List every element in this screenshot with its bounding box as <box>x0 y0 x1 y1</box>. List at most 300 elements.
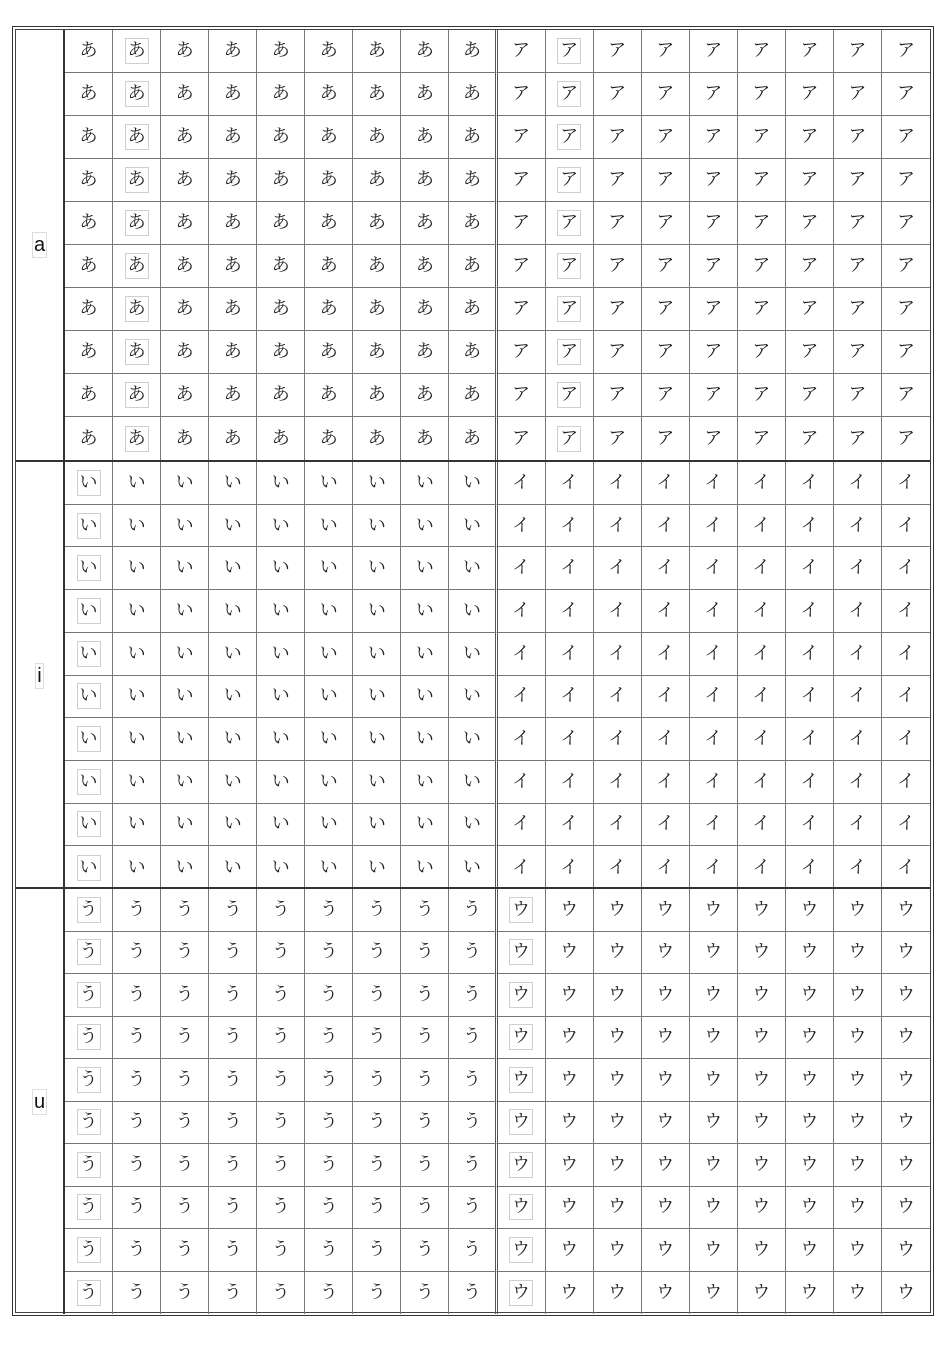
katakana-glyph: ウ <box>560 1281 579 1303</box>
katakana-practice-cell <box>594 374 642 417</box>
katakana-practice-cell <box>498 846 546 889</box>
katakana-glyph: ウ <box>560 1196 579 1218</box>
katakana-practice-cell <box>594 1059 642 1102</box>
hiragana-practice-cell <box>401 1102 449 1145</box>
katakana-glyph: ア <box>512 212 531 233</box>
hiragana-practice-cell <box>161 761 209 804</box>
katakana-practice-cell <box>690 288 738 331</box>
hiragana-glyph: あ <box>79 427 98 449</box>
katakana-practice-cell <box>786 1017 834 1060</box>
hiragana-practice-cell <box>305 1272 353 1315</box>
hiragana-practice-cell <box>65 374 113 417</box>
hiragana-glyph: い <box>223 557 242 579</box>
hiragana-practice-cell <box>65 1017 113 1060</box>
hiragana-glyph: う <box>415 1153 434 1175</box>
hiragana-practice-cell <box>209 30 257 73</box>
katakana-practice-cell <box>498 245 546 288</box>
hiragana-practice-cell <box>209 804 257 847</box>
katakana-practice-cell <box>594 73 642 116</box>
katakana-glyph: イ <box>848 642 867 664</box>
katakana-glyph: ウ <box>608 1196 627 1218</box>
katakana-practice-cell <box>546 932 594 975</box>
practice-grid <box>65 889 930 1314</box>
hiragana-practice-cell <box>161 547 209 590</box>
hiragana-glyph: う <box>319 1153 338 1175</box>
katakana-glyph: ウ <box>608 898 627 920</box>
katakana-practice-cell <box>642 676 690 719</box>
hiragana-glyph: い <box>223 770 242 792</box>
hiragana-glyph: う <box>415 1281 434 1303</box>
hiragana-practice-cell <box>161 590 209 633</box>
katakana-glyph: イ <box>656 471 675 493</box>
hiragana-glyph: う <box>319 1238 338 1260</box>
hiragana-practice-cell <box>161 974 209 1017</box>
hiragana-practice-cell <box>305 73 353 116</box>
hiragana-practice-cell <box>305 1187 353 1230</box>
hiragana-glyph: い <box>77 855 101 881</box>
katakana-practice-cell <box>834 676 882 719</box>
katakana-practice-cell <box>642 974 690 1017</box>
katakana-glyph: ウ <box>560 983 579 1005</box>
hiragana-glyph: い <box>319 856 338 878</box>
kana-block-u <box>16 887 930 1314</box>
katakana-glyph: ウ <box>896 1111 915 1133</box>
katakana-practice-cell <box>834 718 882 761</box>
hiragana-glyph: い <box>271 770 290 792</box>
katakana-glyph: イ <box>896 685 915 707</box>
hiragana-practice-cell <box>401 932 449 975</box>
katakana-glyph: イ <box>848 514 867 536</box>
katakana-practice-cell <box>834 633 882 676</box>
katakana-glyph: ウ <box>608 1068 627 1090</box>
hiragana-glyph: う <box>127 1153 146 1175</box>
hiragana-practice-cell <box>305 505 353 548</box>
hiragana-practice-cell <box>257 288 305 331</box>
hiragana-glyph: い <box>127 471 146 493</box>
hiragana-glyph: い <box>223 728 242 750</box>
hiragana-glyph: う <box>175 898 194 920</box>
hiragana-glyph: う <box>462 1026 481 1048</box>
katakana-practice-cell <box>498 804 546 847</box>
katakana-glyph: ア <box>512 427 531 449</box>
hiragana-practice-cell <box>113 159 161 202</box>
katakana-glyph: ウ <box>656 1111 675 1133</box>
hiragana-practice-cell <box>257 462 305 505</box>
hiragana-practice-cell <box>401 288 449 331</box>
katakana-practice-cell <box>498 633 546 676</box>
hiragana-glyph: い <box>319 813 338 835</box>
hiragana-glyph: あ <box>271 126 290 147</box>
katakana-glyph: イ <box>608 642 627 664</box>
katakana-practice-cell <box>498 30 546 73</box>
katakana-glyph: ア <box>557 38 581 64</box>
hiragana-practice-cell <box>449 633 497 676</box>
hiragana-practice-cell <box>161 331 209 374</box>
hiragana-glyph: あ <box>367 298 386 319</box>
hiragana-practice-cell <box>113 804 161 847</box>
hiragana-glyph: あ <box>223 83 242 104</box>
hiragana-practice-cell <box>65 676 113 719</box>
hiragana-glyph: う <box>77 1194 101 1220</box>
katakana-glyph: ウ <box>608 1281 627 1303</box>
hiragana-glyph: あ <box>79 83 98 104</box>
hiragana-practice-cell <box>353 889 401 932</box>
katakana-practice-cell <box>498 547 546 590</box>
katakana-glyph: ウ <box>560 1153 579 1175</box>
hiragana-practice-cell <box>401 974 449 1017</box>
katakana-glyph: ウ <box>848 1153 867 1175</box>
katakana-glyph: ア <box>608 169 627 190</box>
katakana-glyph: イ <box>560 813 579 835</box>
katakana-glyph: ア <box>608 126 627 147</box>
hiragana-glyph: あ <box>271 212 290 233</box>
katakana-practice-cell <box>498 417 546 460</box>
katakana-practice-cell <box>882 932 930 975</box>
katakana-glyph: ウ <box>704 1238 723 1260</box>
katakana-practice-cell <box>738 462 786 505</box>
katakana-glyph: ウ <box>509 1109 533 1135</box>
katakana-glyph: ウ <box>752 1153 771 1175</box>
hiragana-practice-cell <box>257 676 305 719</box>
hiragana-glyph: い <box>175 685 194 707</box>
katakana-glyph: イ <box>656 599 675 621</box>
katakana-practice-cell <box>594 974 642 1017</box>
katakana-practice-cell <box>498 288 546 331</box>
hiragana-practice-cell <box>401 1017 449 1060</box>
hiragana-glyph: う <box>223 941 242 963</box>
katakana-glyph: ア <box>848 83 867 104</box>
hiragana-practice-cell <box>209 288 257 331</box>
hiragana-glyph: あ <box>271 169 290 190</box>
katakana-practice-cell <box>498 1059 546 1102</box>
hiragana-glyph: い <box>415 770 434 792</box>
hiragana-practice-cell <box>353 202 401 245</box>
katakana-practice-cell <box>594 159 642 202</box>
hiragana-practice-cell <box>209 1187 257 1230</box>
katakana-glyph: ア <box>656 341 675 362</box>
katakana-practice-cell <box>546 1229 594 1272</box>
hiragana-glyph: あ <box>462 169 481 190</box>
katakana-glyph: イ <box>560 514 579 536</box>
hiragana-glyph: あ <box>415 169 434 190</box>
practice-grid <box>65 462 930 889</box>
katakana-glyph: イ <box>896 856 915 878</box>
hiragana-glyph: う <box>367 1068 386 1090</box>
hiragana-glyph: い <box>175 728 194 750</box>
katakana-practice-cell <box>882 505 930 548</box>
hiragana-practice-cell <box>65 846 113 889</box>
hiragana-glyph: い <box>271 471 290 493</box>
katakana-practice-cell <box>882 245 930 288</box>
hiragana-practice-cell <box>113 547 161 590</box>
hiragana-practice-cell <box>161 846 209 889</box>
katakana-glyph: ウ <box>608 1238 627 1260</box>
hiragana-glyph: あ <box>367 212 386 233</box>
hiragana-glyph: あ <box>125 382 149 408</box>
katakana-glyph: ウ <box>848 983 867 1005</box>
katakana-glyph: ア <box>800 126 819 147</box>
katakana-glyph: ア <box>752 298 771 319</box>
hiragana-glyph: い <box>77 555 101 581</box>
katakana-glyph: イ <box>704 599 723 621</box>
katakana-glyph: ウ <box>509 897 533 923</box>
katakana-glyph: ウ <box>848 1026 867 1048</box>
katakana-glyph: ウ <box>896 1238 915 1260</box>
katakana-practice-cell <box>834 159 882 202</box>
hiragana-practice-cell <box>353 1017 401 1060</box>
katakana-glyph: ウ <box>560 1026 579 1048</box>
katakana-practice-cell <box>546 288 594 331</box>
hiragana-glyph: う <box>319 1281 338 1303</box>
katakana-practice-cell <box>594 245 642 288</box>
katakana-glyph: ウ <box>509 1194 533 1220</box>
hiragana-practice-cell <box>449 30 497 73</box>
katakana-glyph: ウ <box>656 1281 675 1303</box>
katakana-practice-cell <box>738 633 786 676</box>
hiragana-glyph: い <box>367 514 386 536</box>
katakana-glyph: ア <box>557 382 581 408</box>
hiragana-practice-cell <box>209 202 257 245</box>
katakana-glyph: ウ <box>656 983 675 1005</box>
katakana-practice-cell <box>738 846 786 889</box>
hiragana-glyph: う <box>367 941 386 963</box>
hiragana-glyph: い <box>127 813 146 835</box>
katakana-glyph: イ <box>512 557 531 579</box>
katakana-glyph: イ <box>896 471 915 493</box>
hiragana-practice-cell <box>449 846 497 889</box>
hiragana-glyph: う <box>319 1068 338 1090</box>
hiragana-practice-cell <box>257 718 305 761</box>
katakana-practice-cell <box>786 846 834 889</box>
katakana-practice-cell <box>690 718 738 761</box>
katakana-practice-cell <box>786 718 834 761</box>
hiragana-practice-cell <box>353 1102 401 1145</box>
hiragana-glyph: う <box>415 1111 434 1133</box>
hiragana-practice-cell <box>353 547 401 590</box>
hiragana-glyph: う <box>367 1153 386 1175</box>
hiragana-practice-cell <box>401 331 449 374</box>
hiragana-glyph: う <box>367 1281 386 1303</box>
katakana-practice-cell <box>834 505 882 548</box>
hiragana-practice-cell <box>113 505 161 548</box>
hiragana-practice-cell <box>401 202 449 245</box>
hiragana-glyph: う <box>223 983 242 1005</box>
hiragana-glyph: い <box>223 471 242 493</box>
katakana-glyph: ウ <box>509 982 533 1008</box>
katakana-practice-cell <box>546 505 594 548</box>
katakana-glyph: イ <box>800 813 819 835</box>
katakana-practice-cell <box>642 30 690 73</box>
katakana-practice-cell <box>738 1187 786 1230</box>
katakana-practice-cell <box>546 159 594 202</box>
hiragana-practice-cell <box>65 633 113 676</box>
hiragana-practice-cell <box>113 331 161 374</box>
katakana-practice-cell <box>834 804 882 847</box>
katakana-glyph: ア <box>557 167 581 193</box>
katakana-practice-cell <box>738 505 786 548</box>
hiragana-glyph: う <box>223 1026 242 1048</box>
katakana-practice-cell <box>738 932 786 975</box>
hiragana-glyph: う <box>127 1196 146 1218</box>
hiragana-practice-cell <box>305 1017 353 1060</box>
katakana-glyph: イ <box>848 728 867 750</box>
katakana-glyph: ア <box>512 83 531 104</box>
katakana-practice-cell <box>642 633 690 676</box>
katakana-practice-cell <box>546 202 594 245</box>
katakana-practice-cell <box>498 1017 546 1060</box>
hiragana-practice-cell <box>449 761 497 804</box>
hiragana-glyph: う <box>271 1026 290 1048</box>
katakana-glyph: ウ <box>752 1026 771 1048</box>
katakana-glyph: ア <box>512 341 531 362</box>
hiragana-glyph: い <box>462 471 481 493</box>
katakana-practice-cell <box>642 1059 690 1102</box>
hiragana-glyph: い <box>415 557 434 579</box>
hiragana-practice-cell <box>113 718 161 761</box>
hiragana-practice-cell <box>449 1229 497 1272</box>
katakana-practice-cell <box>546 718 594 761</box>
hiragana-glyph: い <box>271 856 290 878</box>
katakana-practice-cell <box>738 159 786 202</box>
katakana-practice-cell <box>642 462 690 505</box>
katakana-practice-cell <box>882 1017 930 1060</box>
katakana-glyph: ア <box>896 341 915 362</box>
hiragana-practice-cell <box>353 245 401 288</box>
hiragana-glyph: う <box>271 1068 290 1090</box>
hiragana-glyph: う <box>77 1237 101 1263</box>
katakana-glyph: ウ <box>704 898 723 920</box>
hiragana-practice-cell <box>65 288 113 331</box>
hiragana-glyph: あ <box>175 126 194 147</box>
hiragana-practice-cell <box>113 30 161 73</box>
katakana-practice-cell <box>498 374 546 417</box>
katakana-practice-cell <box>690 462 738 505</box>
hiragana-glyph: い <box>77 513 101 539</box>
hiragana-practice-cell <box>113 202 161 245</box>
katakana-practice-cell <box>498 932 546 975</box>
hiragana-practice-cell <box>113 633 161 676</box>
katakana-glyph: イ <box>608 813 627 835</box>
katakana-glyph: ア <box>848 169 867 190</box>
hiragana-glyph: う <box>415 983 434 1005</box>
hiragana-glyph: い <box>415 471 434 493</box>
katakana-practice-cell <box>786 676 834 719</box>
hiragana-practice-cell <box>209 633 257 676</box>
katakana-glyph: ア <box>656 298 675 319</box>
hiragana-practice-cell <box>113 932 161 975</box>
katakana-glyph: ア <box>512 255 531 276</box>
katakana-glyph: イ <box>704 557 723 579</box>
hiragana-glyph: あ <box>271 384 290 405</box>
katakana-glyph: ア <box>752 427 771 449</box>
katakana-practice-cell <box>642 1017 690 1060</box>
katakana-practice-cell <box>882 331 930 374</box>
katakana-glyph: ア <box>704 255 723 276</box>
hiragana-practice-cell <box>257 245 305 288</box>
katakana-practice-cell <box>498 202 546 245</box>
katakana-glyph: ウ <box>752 983 771 1005</box>
katakana-glyph: イ <box>608 856 627 878</box>
katakana-glyph: ア <box>896 298 915 319</box>
hiragana-practice-cell <box>401 676 449 719</box>
katakana-practice-cell <box>834 889 882 932</box>
hiragana-glyph: あ <box>79 212 98 233</box>
katakana-glyph: ア <box>896 255 915 276</box>
hiragana-glyph: い <box>271 557 290 579</box>
katakana-practice-cell <box>738 1144 786 1187</box>
hiragana-practice-cell <box>449 1187 497 1230</box>
hiragana-practice-cell <box>449 331 497 374</box>
katakana-glyph: イ <box>896 728 915 750</box>
katakana-glyph: イ <box>512 770 531 792</box>
hiragana-practice-cell <box>257 889 305 932</box>
katakana-practice-cell <box>786 505 834 548</box>
katakana-glyph: ア <box>512 40 531 61</box>
katakana-practice-cell <box>786 804 834 847</box>
katakana-glyph: イ <box>848 557 867 579</box>
hiragana-glyph: あ <box>175 169 194 190</box>
katakana-practice-cell <box>690 846 738 889</box>
katakana-practice-cell <box>546 974 594 1017</box>
hiragana-practice-cell <box>65 245 113 288</box>
hiragana-glyph: い <box>271 599 290 621</box>
hiragana-practice-cell <box>353 804 401 847</box>
hiragana-glyph: い <box>319 770 338 792</box>
hiragana-practice-cell <box>401 462 449 505</box>
hiragana-glyph: う <box>127 941 146 963</box>
hiragana-glyph: う <box>175 941 194 963</box>
katakana-practice-cell <box>786 1187 834 1230</box>
hiragana-glyph: あ <box>271 427 290 449</box>
hiragana-practice-cell <box>65 116 113 159</box>
hiragana-practice-cell <box>209 417 257 460</box>
hiragana-practice-cell <box>65 331 113 374</box>
hiragana-glyph: あ <box>223 298 242 319</box>
katakana-practice-cell <box>690 202 738 245</box>
katakana-practice-cell <box>834 1059 882 1102</box>
hiragana-practice-cell <box>449 1059 497 1102</box>
katakana-practice-cell <box>594 202 642 245</box>
katakana-practice-cell <box>690 331 738 374</box>
hiragana-glyph: い <box>223 642 242 664</box>
hiragana-practice-cell <box>353 1144 401 1187</box>
katakana-glyph: ウ <box>704 1281 723 1303</box>
katakana-glyph: ア <box>608 212 627 233</box>
katakana-glyph: ア <box>656 384 675 405</box>
katakana-practice-cell <box>642 932 690 975</box>
hiragana-glyph: う <box>175 1153 194 1175</box>
katakana-glyph: ウ <box>509 1067 533 1093</box>
katakana-practice-cell <box>498 1102 546 1145</box>
katakana-practice-cell <box>546 1102 594 1145</box>
katakana-glyph: ア <box>752 126 771 147</box>
katakana-glyph: イ <box>608 514 627 536</box>
katakana-practice-cell <box>690 1059 738 1102</box>
katakana-glyph: ア <box>800 298 819 319</box>
hiragana-practice-cell <box>401 1187 449 1230</box>
hiragana-glyph: い <box>271 685 290 707</box>
hiragana-practice-cell <box>161 1272 209 1315</box>
katakana-glyph: ウ <box>608 1111 627 1133</box>
katakana-practice-cell <box>594 1272 642 1315</box>
hiragana-glyph: い <box>127 642 146 664</box>
katakana-practice-cell <box>594 288 642 331</box>
hiragana-glyph: い <box>127 557 146 579</box>
katakana-practice-cell <box>594 1102 642 1145</box>
hiragana-glyph: い <box>462 514 481 536</box>
katakana-practice-cell <box>690 761 738 804</box>
katakana-glyph: ア <box>704 83 723 104</box>
